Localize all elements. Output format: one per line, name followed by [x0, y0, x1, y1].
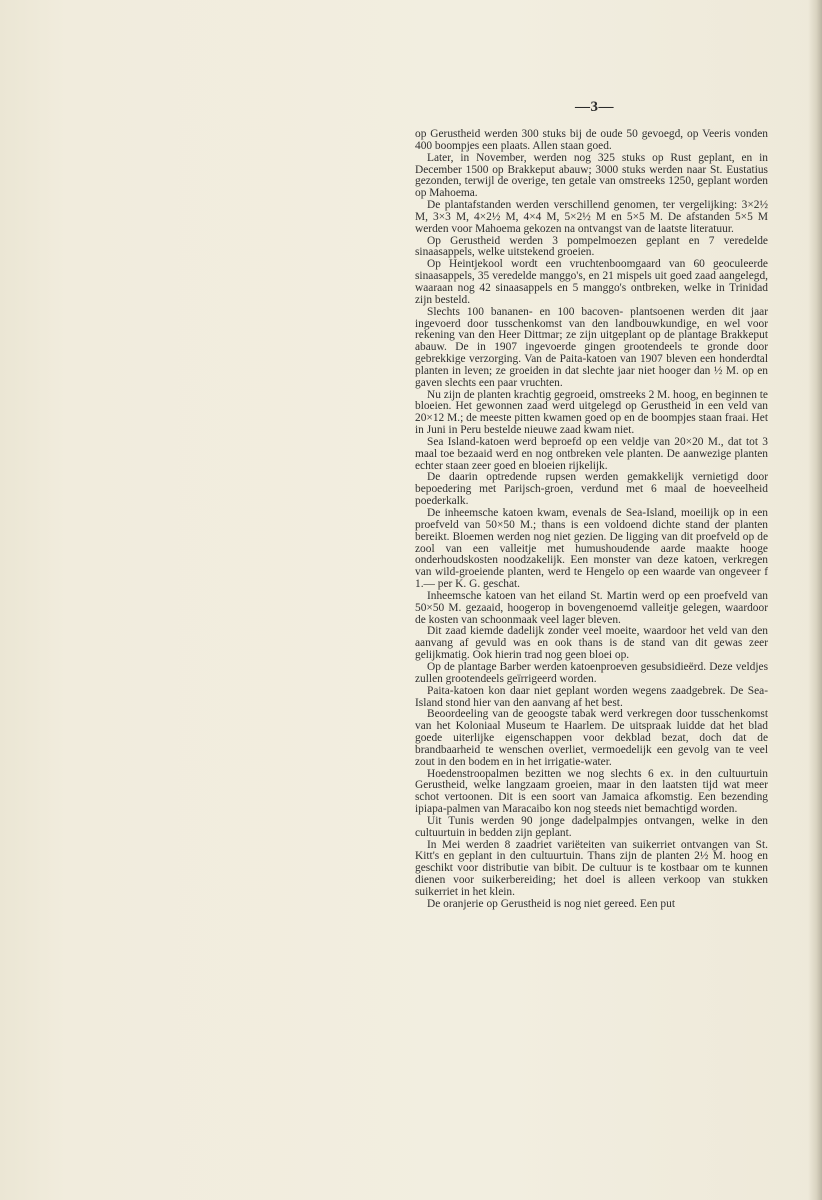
paragraph: De plantafstanden werden verschillend genomen, ter vergelijking: 3×2½ M, 3×3 M, 4×2½ M, 4×4 M, 5×2½ M en 5×5 M. De afstanden 5×5 M werden voor Mahoema gekozen na ontvangst van de laatste literatuur. [415, 199, 768, 235]
paragraph: Sea Island-katoen werd beproefd op een veldje van 20×20 M., dat tot 3 maal toe bezaaid werd en nog ontbreken vele planten. De aanwezige planten echter staan zeer goed en bloeien rijkelijk. [415, 435, 768, 472]
paragraph: Op Gerustheid werden 3 pompelmoezen geplant en 7 veredelde sinaasappels, welke uitstekend groeien. [415, 234, 768, 259]
paragraph: Nu zijn de planten krachtig gegroeid, omstreeks 2 M. hoog, en beginnen te bloeien. Het gewonnen zaad werd uitgelegd op Gerustheid in een veld van 20×12 M.; de meeste pitten kwamen goed op en de boompjes staan fraai. Het in Juni in Peru bestelde nieuwe zaad kwam niet. [415, 388, 768, 437]
text-column [415, 129, 768, 911]
paragraph: Inheemsche katoen van het eiland St. Martin werd op een proefveld van 50×50 M. gezaaid, hoogerop in bovengenoemd valleitje gelegen, waardoor de kosten van schoonmaak veel lager bleven. [415, 589, 768, 626]
paragraph: Slechts 100 bananen- en 100 bacoven- plantsoenen werden dit jaar ingevoerd door tusschenkomst van den landbouwkundige, en wel voor rekening van den Heer Dittmar; ze zijn uitgeplant op de plantage Brakkeput abauw. De in 1907 ingevoerde gingen grootendeels te gronde door gebrekkige verzorging. Van de Paita-katoen van 1907 bleven een honderdtal planten in leven; ze groeiden in dat slechte jaar niet hooger dan ½ M. op en gaven slechts een paar vruchten. [415, 305, 768, 389]
paragraph: Later, in November, werden nog 325 stuks op Rust geplant, en in December 1500 op Brakkeput abauw; 3000 stuks werden naar St. Eustatius gezonden, terwijl de overige, ten getale van omstreeks 1250, geplant worden op Mahoema. [415, 151, 768, 200]
paragraph: De inheemsche katoen kwam, evenals de Sea-Island, moeilijk op in een proefveld van 50×50 M.; thans is een voldoend dichte stand der planten bereikt. Bloemen werden nog niet gezien. De ligging van dit proefveld op de zool van een valleitje met humushoudende aarde maakte hooge onderhoudskosten noodzakelijk. Een monster van deze katoen, verkregen van wild-groeiende planten, werd te Hengelo op een waarde van ongeveer f 1.— per K. G. geschat. [415, 507, 768, 591]
paragraph: In Mei werden 8 zaadriet variëteiten van suikerriet ontvangen van St. Kitt's en geplant in den cultuurtuin. Thans zijn de planten 2½ M. hoog en geschikt voor distributie van bibit. De cultuur is te kostbaar om te kunnen dienen voor suikerbereiding; het doel is alleen verkoop van stukken suikerriet in het klein. [415, 838, 768, 898]
page-number: —3— [575, 99, 614, 115]
paragraph: Hoedenstroopalmen bezitten we nog slechts 6 ex. in den cultuurtuin Gerustheid, welke langzaam groeien, maar in den laatsten tijd wat meer schot vertoonen. Dit is een soort van Jamaica afkomstig. Een bezending ipiapa-palmen van Maracaibo kon nog steeds niet bemachtigd worden. [415, 767, 768, 816]
paragraph: Beoordeeling van de geoogste tabak werd verkregen door tusschenkomst van het Koloniaal Museum te Haarlem. De uitspraak luidde dat het blad goede uiterlijke eigenschappen voor dekblad bezat, doch dat de brandbaarheid te wenschen overliet, vermoedelijk een gevolg van te veel zout in den bodem en in het irrigatie-water. [415, 708, 768, 768]
paragraph: Paita-katoen kon daar niet geplant worden wegens zaadgebrek. De Sea-Island stond hier van den aanvang af het best. [415, 684, 768, 709]
page-edge-shadow [808, 0, 822, 1200]
paragraph: De daarin optredende rupsen werden gemakkelijk vernietigd door bepoedering met Parijsch-groen, verdund met 6 maal de hoeveelheid poederkalk. [415, 471, 768, 508]
paragraph: op Gerustheid werden 300 stuks bij de oude 50 gevoegd, op Veeris vonden 400 boompjes een plaats. Allen staan goed. [415, 128, 768, 152]
paragraph: Dit zaad kiemde dadelijk zonder veel moeite, waardoor het veld van den aanvang af gevuld was en ook thans is de stand van dit gewas zeer gelijkmatig. Ook hierin trad nog geen bloei op. [415, 625, 768, 662]
paragraph: Op Heintjekool wordt een vruchtenboomgaard van 60 geoculeerde sinaasappels, 35 veredelde manggo's, en 21 mispels uit goed zaad aangelegd, waaraan nog 42 sinaasappels en 5 manggo's ontbreken, welke in Trinidad zijn besteld. [415, 258, 768, 306]
paragraph: Uit Tunis werden 90 jonge dadelpalmpjes ontvangen, welke in den cultuurtuin in bedden zijn geplant. [415, 814, 768, 839]
paragraph: De oranjerie op Gerustheid is nog niet gereed. Een put [427, 897, 675, 910]
paragraph: Op de plantage Barber werden katoenproeven gesubsidieërd. Deze veldjes zullen grootendeels geïrrigeerd worden. [415, 660, 768, 685]
